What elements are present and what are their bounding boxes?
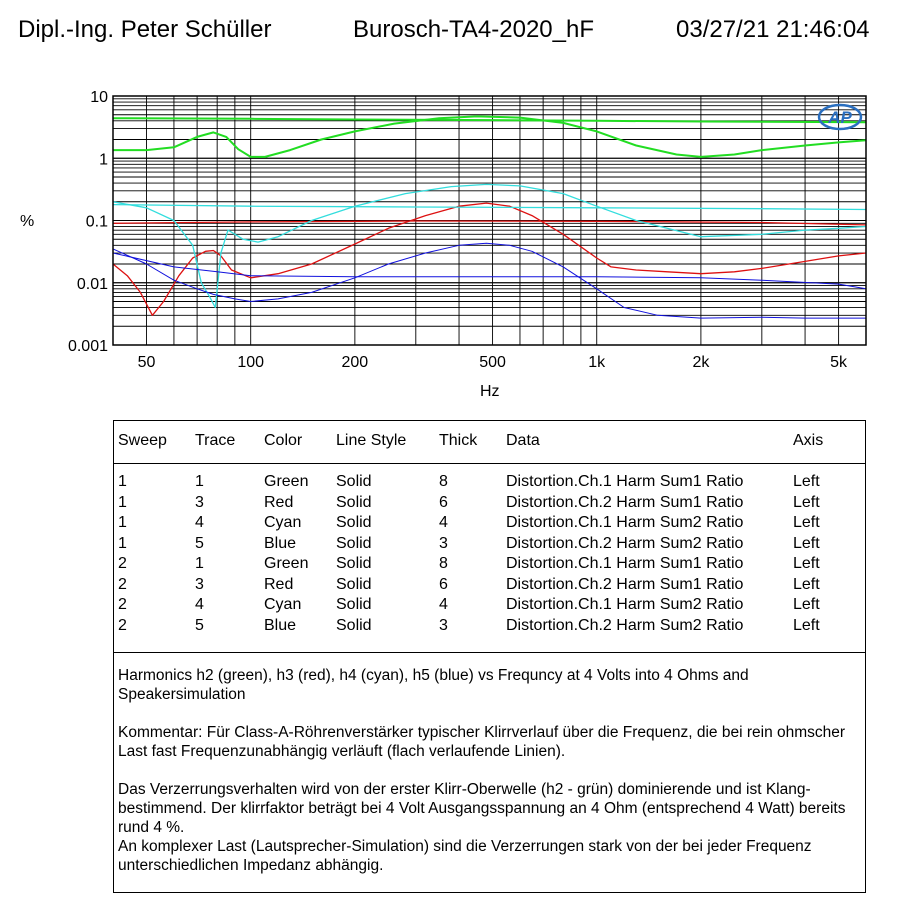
table-cell-sweep: 1 bbox=[118, 493, 127, 511]
table-row bbox=[114, 617, 865, 637]
x-tick-label: 50 bbox=[137, 354, 156, 371]
table-cell-sweep: 2 bbox=[118, 555, 127, 572]
table-cell-color: Blue bbox=[264, 534, 297, 552]
table-cell-data: Distortion.Ch.2 Harm Sum1 Ratio bbox=[506, 493, 744, 511]
table-cell-sweep: 1 bbox=[118, 473, 127, 490]
table-cell-data: Distortion.Ch.1 Harm Sum2 Ratio bbox=[506, 596, 744, 613]
table-row bbox=[114, 473, 865, 493]
table-cell-line-style: Solid bbox=[336, 596, 372, 613]
table-row bbox=[114, 514, 865, 534]
header-author: Dipl.-Ing. Peter Schüller bbox=[18, 16, 272, 43]
table-cell-data: Distortion.Ch.1 Harm Sum1 Ratio bbox=[506, 473, 744, 490]
table-cell-thick: 6 bbox=[439, 575, 448, 593]
table-cell-trace: 3 bbox=[195, 575, 204, 593]
table-cell-sweep: 1 bbox=[118, 514, 127, 531]
y-tick-label: 10 bbox=[90, 89, 108, 106]
table-cell-axis: Left bbox=[793, 514, 820, 531]
table-cell-thick: 8 bbox=[439, 473, 448, 490]
table-cell-data: Distortion.Ch.2 Harm Sum2 Ratio bbox=[506, 534, 744, 552]
table-row bbox=[114, 555, 865, 575]
table-row bbox=[114, 494, 865, 514]
table-cell-axis: Left bbox=[793, 473, 820, 490]
notes-box bbox=[113, 652, 866, 893]
series-line-7 bbox=[113, 243, 866, 318]
notes-line-3: An komplexer Last (Lautsprecher-Simulation) sind die Verzerrungen stark von der bei jeder Frequenz unterschiedlichen Impedanz abhängig. bbox=[118, 838, 812, 874]
table-cell-thick: 4 bbox=[439, 596, 448, 613]
table-cell-color: Cyan bbox=[264, 596, 302, 613]
table-row bbox=[114, 535, 865, 555]
table-cell-axis: Left bbox=[793, 596, 820, 613]
table-cell-sweep: 2 bbox=[118, 596, 127, 613]
y-tick-label: 1 bbox=[99, 151, 108, 169]
x-tick-label: 5k bbox=[830, 354, 848, 371]
x-tick-label: 2k bbox=[692, 354, 710, 371]
table-cell-line-style: Solid bbox=[336, 555, 372, 572]
table-cell-trace: 1 bbox=[195, 473, 204, 490]
distortion-chart bbox=[0, 0, 920, 410]
table-cell-trace: 4 bbox=[195, 596, 204, 613]
table-cell-thick: 8 bbox=[439, 555, 448, 572]
table-cell-thick: 3 bbox=[439, 616, 448, 634]
table-cell-axis: Left bbox=[793, 555, 820, 572]
notes-line-1: Kommentar: Für Class-A-Röhrenverstärker typischer Klirrverlauf über die Frequenz, die bei rein ohmscher Last fast Frequenzunabhängig verläuft (flach verlaufende Linien). bbox=[118, 724, 846, 760]
audio-precision-logo bbox=[816, 101, 864, 133]
x-tick-label: 500 bbox=[479, 354, 506, 371]
table-cell-data: Distortion.Ch.1 Harm Sum2 Ratio bbox=[506, 514, 744, 531]
table-cell-color: Red bbox=[264, 575, 294, 593]
y-tick-label: 0.01 bbox=[76, 275, 108, 293]
y-tick-label: 0.001 bbox=[67, 338, 108, 355]
table-header-axis: Axis bbox=[793, 432, 824, 449]
logo-text: AP bbox=[828, 108, 852, 127]
table-cell-color: Blue bbox=[264, 616, 297, 634]
table-cell-trace: 4 bbox=[195, 514, 204, 531]
notes-title: Harmonics h2 (green), h3 (red), h4 (cyan), h5 (blue) vs Frequncy at 4 Volts into 4 Ohms and Speakersimulation bbox=[118, 667, 749, 703]
table-cell-thick: 4 bbox=[439, 514, 448, 531]
table-cell-axis: Left bbox=[793, 493, 820, 511]
table-cell-data: Distortion.Ch.1 Harm Sum1 Ratio bbox=[506, 555, 744, 572]
table-cell-color: Red bbox=[264, 493, 294, 511]
table-cell-axis: Left bbox=[793, 575, 820, 593]
table-cell-color: Cyan bbox=[264, 514, 302, 531]
table-cell-data: Distortion.Ch.2 Harm Sum1 Ratio bbox=[506, 575, 744, 593]
table-cell-color: Green bbox=[264, 473, 309, 490]
table-header-thick: Thick bbox=[439, 432, 478, 449]
x-tick-label: 1k bbox=[588, 354, 606, 371]
chart-series bbox=[113, 116, 866, 318]
table-header-sweep: Sweep bbox=[118, 432, 167, 449]
table-cell-color: Green bbox=[264, 555, 309, 572]
table-header-data: Data bbox=[506, 432, 540, 449]
table-cell-sweep: 1 bbox=[118, 534, 127, 552]
series-line-4 bbox=[113, 205, 866, 210]
y-tick-label: 0.1 bbox=[85, 213, 108, 231]
table-header-line-style: Line Style bbox=[336, 432, 407, 449]
table-cell-trace: 5 bbox=[195, 616, 204, 634]
table-cell-sweep: 2 bbox=[118, 616, 127, 634]
table-header-divider bbox=[114, 463, 865, 464]
notes-line-2: Das Verzerrungsverhalten wird von der erster Klirr-Oberwelle (h2 - grün) dominierende und ist Klang-bestimmend. Der klirrfaktor beträgt bei 4 Volt Ausgangsspannung an 4 Ohm (entsprechend 4 Watt) bereits rund 4 %. bbox=[118, 781, 846, 836]
series-line-6 bbox=[113, 253, 866, 289]
table-cell-line-style: Solid bbox=[336, 616, 372, 634]
table-cell-line-style: Solid bbox=[336, 493, 372, 511]
table-cell-data: Distortion.Ch.2 Harm Sum2 Ratio bbox=[506, 616, 744, 634]
y-axis-label: % bbox=[20, 213, 35, 230]
table-cell-trace: 3 bbox=[195, 493, 204, 511]
table-cell-trace: 5 bbox=[195, 534, 204, 552]
table-row bbox=[114, 576, 865, 596]
series-line-3 bbox=[113, 203, 866, 315]
x-axis-label: Hz bbox=[480, 383, 500, 400]
header-datetime: 03/27/21 21:46:04 bbox=[676, 16, 870, 43]
table-cell-line-style: Solid bbox=[336, 575, 372, 593]
table-cell-thick: 6 bbox=[439, 493, 448, 511]
table-cell-trace: 1 bbox=[195, 555, 204, 572]
table-header-trace: Trace bbox=[195, 432, 236, 449]
trace-legend-table bbox=[113, 420, 866, 653]
table-row bbox=[114, 596, 865, 616]
table-cell-sweep: 2 bbox=[118, 575, 127, 593]
table-cell-thick: 3 bbox=[439, 534, 448, 552]
table-cell-axis: Left bbox=[793, 534, 820, 552]
header-project: Burosch-TA4-2020_hF bbox=[353, 16, 595, 43]
x-tick-label: 100 bbox=[237, 354, 265, 371]
table-cell-line-style: Solid bbox=[336, 514, 372, 531]
table-cell-line-style: Solid bbox=[336, 473, 372, 490]
table-cell-line-style: Solid bbox=[336, 534, 372, 552]
x-tick-label: 200 bbox=[341, 354, 369, 371]
series-line-0 bbox=[113, 118, 866, 122]
table-header-color: Color bbox=[264, 432, 303, 449]
table-cell-axis: Left bbox=[793, 616, 820, 634]
